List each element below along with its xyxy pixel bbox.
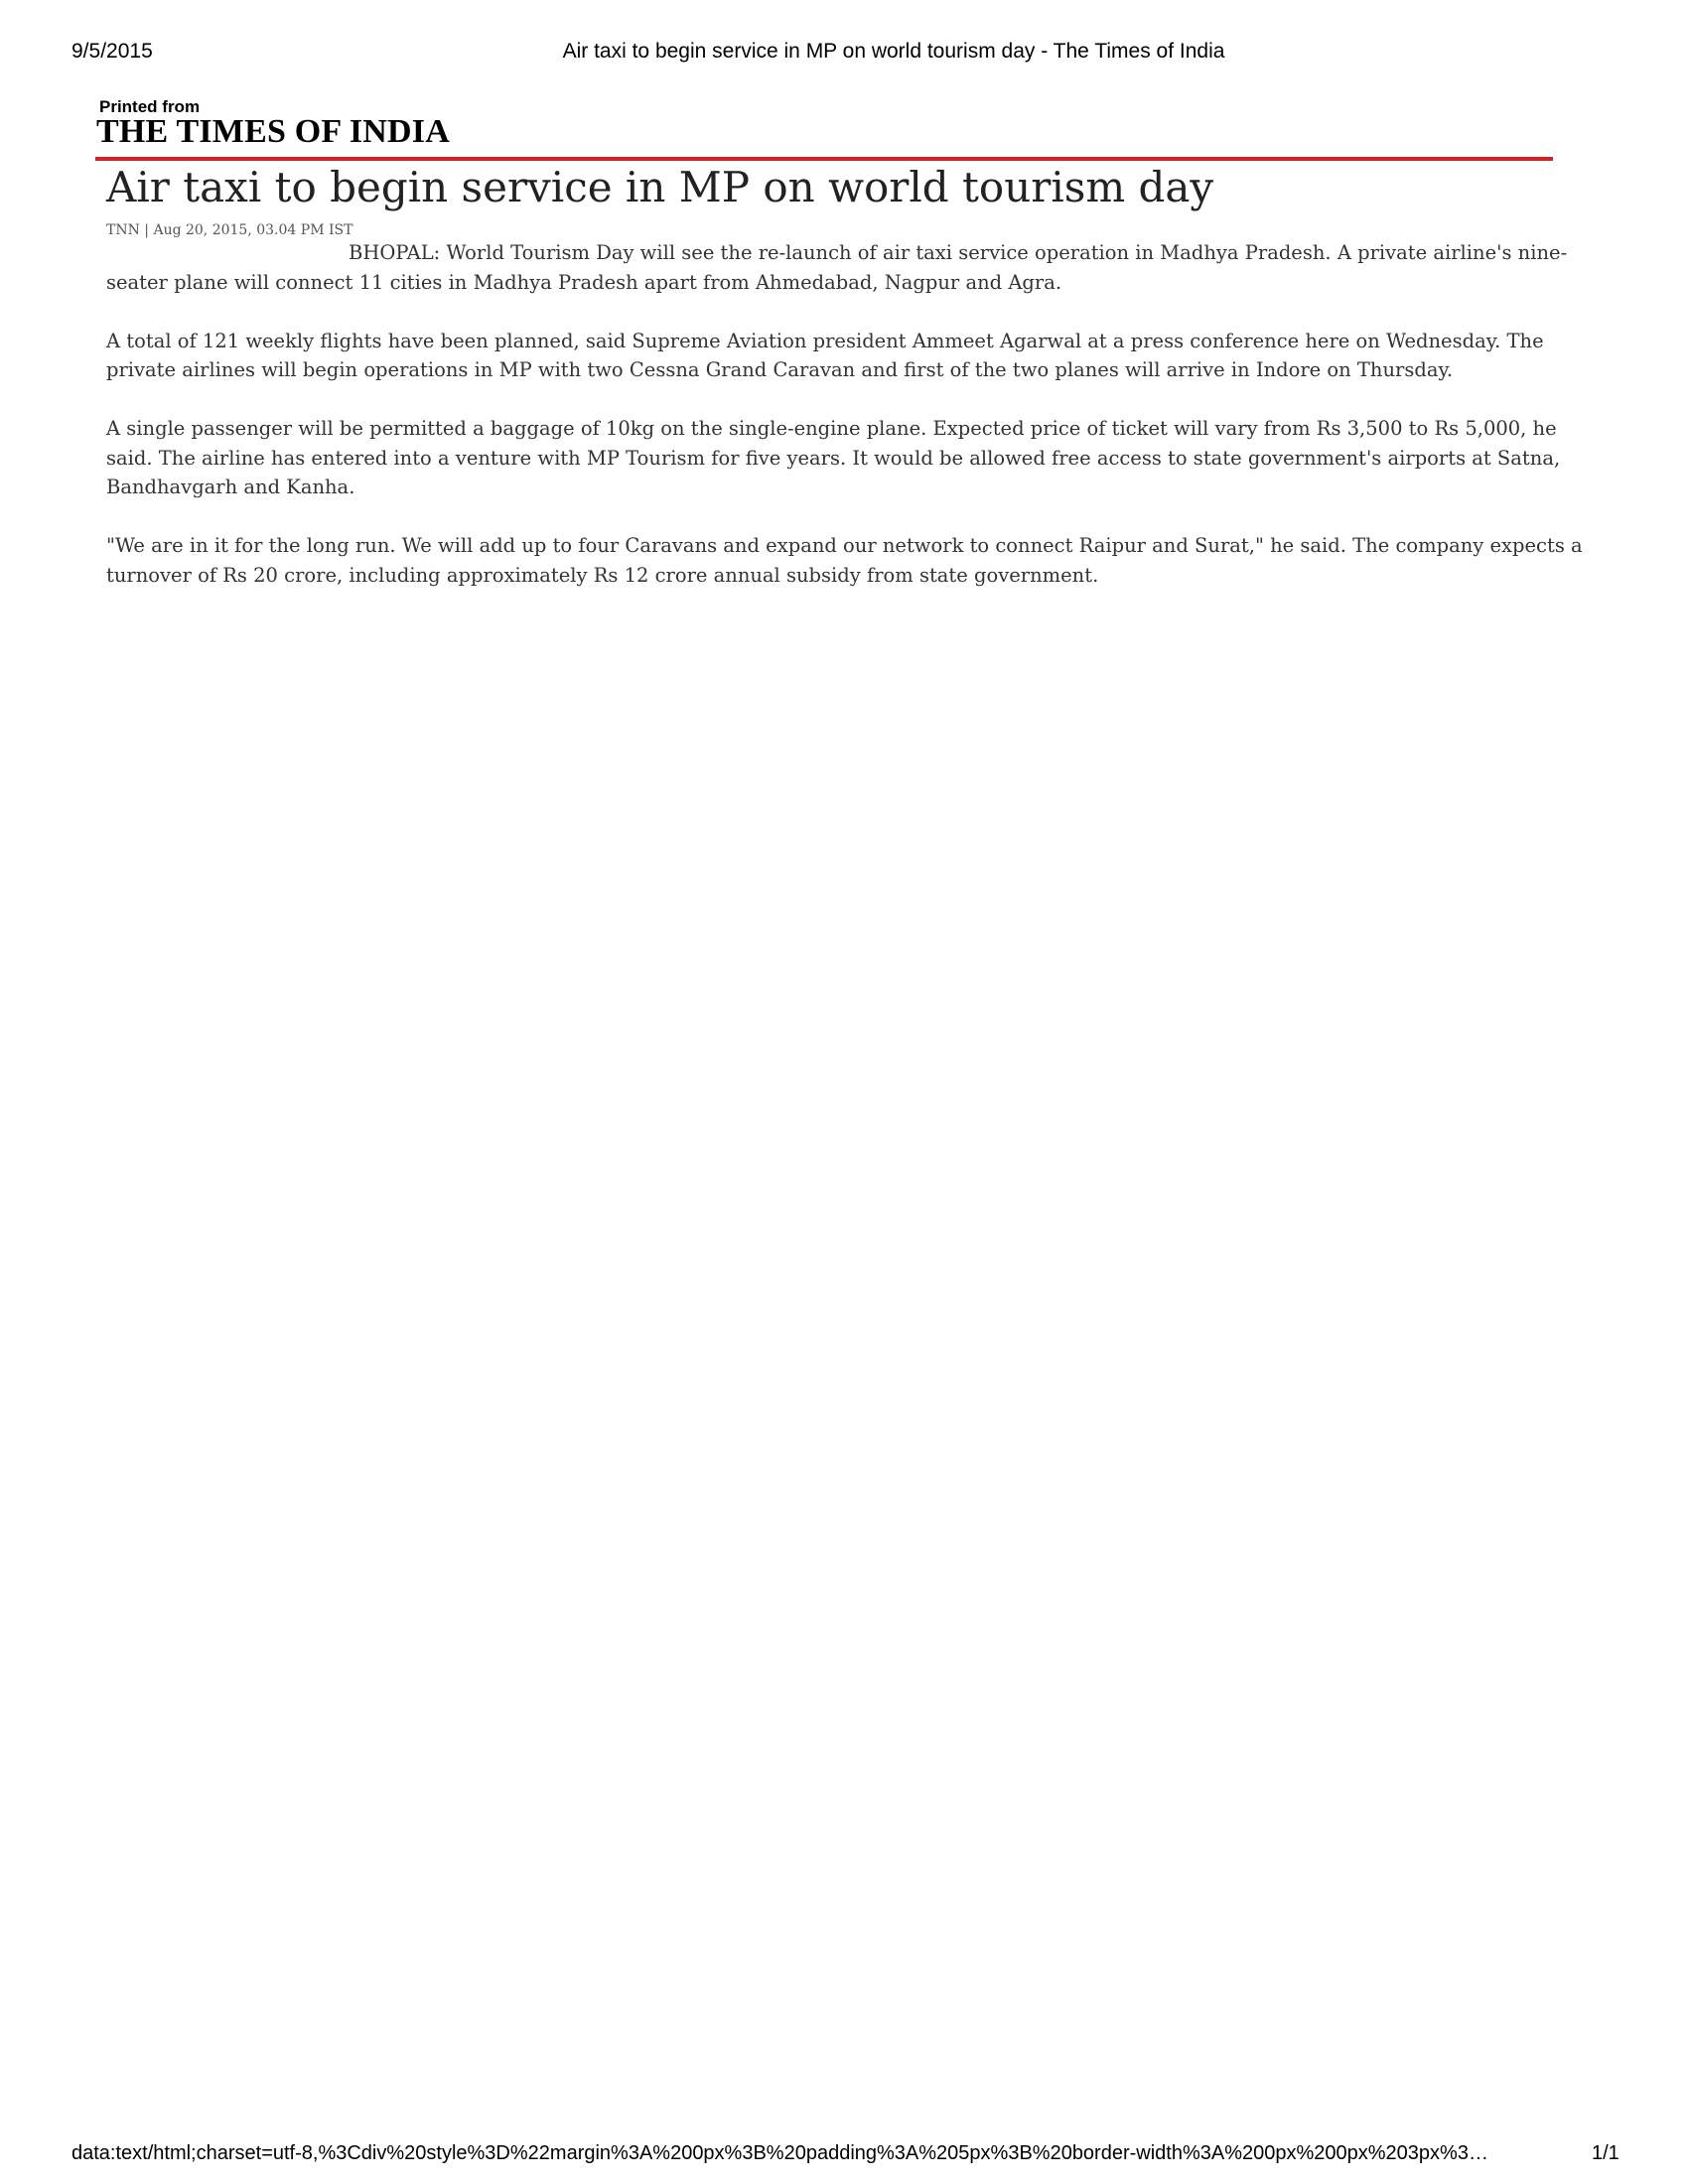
printed-from-label: Printed from — [99, 97, 201, 116]
print-date: 9/5/2015 — [71, 40, 153, 63]
article-paragraph: A total of 121 weekly flights have been planned, said Supreme Aviation president Ammeet Agarwal at a press conference here on Wednesday. The private airlines will begin operations in MP with two Cessna Grand Caravan and first of the two planes will arrive in Indore on Thursday. — [106, 329, 1544, 381]
article-paragraph: "We are in it for the long run. We will add up to four Caravans and expand our network to connect Raipur and Surat," he said. The company expects a turnover of Rs 20 crore, including approximately Rs 12 crore annual subsidy from state government. — [106, 534, 1583, 587]
print-footer — [0, 2142, 1688, 2172]
masthead-divider — [95, 157, 1553, 161]
publication-logo: THE TIMES OF INDIA — [96, 113, 450, 150]
print-header — [0, 40, 1688, 75]
article-headline: Air taxi to begin service in MP on world tourism day — [106, 163, 1214, 211]
article-paragraph: A single passenger will be permitted a baggage of 10kg on the single-engine plane. Expected price of ticket will vary from Rs 3,500 to Rs 5,000, he said. The airline has entered into a venture with MP Tourism for five years. It would be allowed free access to state government's airports at Satna, Bandhavgarh and Kanha. — [106, 417, 1561, 498]
print-source-url: data:text/html;charset=utf-8,%3Cdiv%20style%3D%22margin%3A%200px%3B%20padding%3A%205px%3B%20border-width%3A%200px%200px%203px%3… — [71, 2142, 1488, 2164]
article-paragraph: BHOPAL: World Tourism Day will see the re-launch of air taxi service operation in Madhya Pradesh. A private airline's nine-seater plane will connect 11 cities in Madhya Pradesh apart from Ahmedabad, Nagpur and Agra. — [106, 241, 1568, 294]
page-number: 1/1 — [1592, 2142, 1619, 2164]
article-byline: TNN | Aug 20, 2015, 03.04 PM IST — [106, 222, 353, 238]
article-body — [106, 238, 1596, 619]
print-page-title: Air taxi to begin service in MP on world tourism day - The Times of India — [562, 40, 1225, 63]
